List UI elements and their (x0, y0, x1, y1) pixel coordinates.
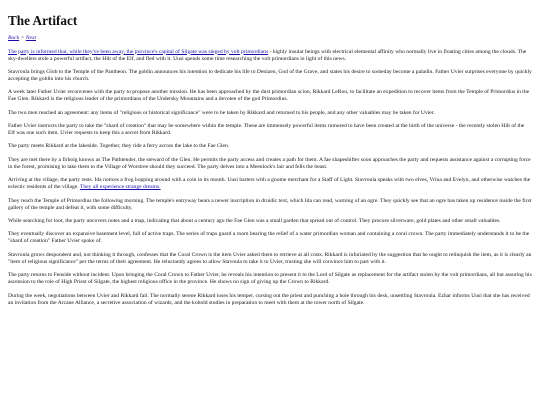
paragraph-text: Arriving at the village, the party rests. Ida notices a frog hopping around with a coin in its mouth. Uusi barters with a gnome merchant for a Staff of Light. Stavroula speaks with two elves, Vrina and Evelyn, and otherwise watches the eclectic residents of the village. (8, 177, 531, 191)
paragraph-7: They are met there by a firbolg known as The Pathtender, the steward of the Glen. He permits the party access and creates a path for them. A fae shapeshifter soon approaches the party and requests assistance against a corrupting force in the forest, promising to take them to the Village of Worstree should they succeed. The party delves into a Meenlock's lair and fells the beast. (8, 156, 531, 170)
paragraph-6: The party meets Rikkard at the lakeside. Together, they ride a ferry across the lake to the Fae Glen. (8, 143, 230, 150)
breadcrumb-separator: > (20, 34, 25, 41)
paragraph-2: Stavroula brings Glob to the Temple of the Pantheon. The goblin announces his intention to dedicate his life to Denizen, God of the Grave, and states his desire to someday become a paladin. Father Uvier surprises everyone by quickly accepting the goblin into his church. (8, 68, 532, 82)
paragraph-text: - highly insular beings with electrical elemental affinity who normally live in floating cities among the clouds. The sky-dwellers stole a powerful artifact, the Hilt of the Elf, and fled with it. Uusi spends some time researching the volt primordians in light of this news. (8, 48, 527, 62)
paragraph-3: A week later Father Uvier reconvenes with the party to propose another mission. He has been approached by the dust primordian scion, Rikkard LeRou, to facilitate an expedition to recover items from the Temple of Primordius in the Fae Glen. Rikkard is the religious leader of the primordians of the Undersky Mountains and a devotee of the god Primordius. (8, 89, 530, 103)
page-title: The Artifact (8, 13, 78, 28)
paragraph-10: While searching for loot, the party uncovers notes and a map, indicating that about a century ago the Fae Glen was a small garden that spread out of control. They procure silverware, gold plates and other small valuables. (8, 217, 501, 224)
paragraph-13: The party returns to Fenside without incident. Upon bringing the Coral Crown to Father Uvier, he reveals his intention to present it to the Lord of Silgate as replacement for the artifact stolen by the volt primordians, all but assuring his ascension to the role of High Priest of Silgate, the highest religious office in the province. He shows no sign of giving up the Crown to Rikkard. (8, 272, 532, 286)
paragraph-9: They reach the Temple of Primordius the following morning. The temple's entryway bears a newer inscription in druidic text, which Ida can read, warning of an ogre. They quickly see that an ogre has taken up residence inside the first gallery of the temple and defeat it, with some difficulty. (8, 197, 532, 211)
back-link[interactable]: Back (8, 34, 20, 41)
paragraph-1 (8, 49, 532, 63)
paragraph-12: Stavroula grows despondent and, not thinking it through, confesses that the Coral Crown is the item Uvier asked them to retrieve at all costs. Rikkard is infuriated by the suggestion that he ought to relinquish the item, as it is clearly an "item of religious significance" per the terms of their agreement. He reluctantly agrees to allow Stavoula to take it to Uvier, trusting she will convince him to part with it. (8, 251, 532, 265)
paragraph-5: Father Uvier instructs the party to take the "shard of creation" that may be somewhere within the temple. These are immensely powerful items rumored to have been created at the birth of the universe - the recently stolen Hilt of the Elf was one such item. Uvier requests to keep this a secret from Rikkard. (8, 123, 525, 137)
strange-dreams-link[interactable]: They all experience strange dreams. (79, 184, 161, 191)
volt-primordians-link[interactable]: The party is informed that, while they've been away, the province's capital of Silgate was sieged by volt primordians (8, 48, 269, 55)
paragraph-14: During the week, negotiations between Uvier and Rikkard fail. The normally serene Rikkard loses his temper, cursing out the priest and punching a hole through his desk, unsettling Stavroula. Ezhar informs Uusi that she has received an invitation from the Arcane Alliance, a secretive association of wizards, and the kobold studies in preparation to meet with them at the tower north of Silgate. (8, 292, 530, 306)
next-link[interactable]: Next (25, 34, 37, 41)
paragraph-11: They eventually discover an expansive basement level, full of active traps. The series of traps guard a room bearing the relief of a water primordian woman and containing a coral crown. The party immediately understands it to be the "shard of creation" Father Uvier spoke of. (8, 231, 530, 245)
paragraph-8 (8, 177, 532, 191)
article-body (8, 49, 532, 307)
breadcrumb (8, 35, 532, 42)
paragraph-4: The two men reached an agreement: any items of "religious or historical significance" were to be taken by Rikkard and returned to his people, and any other valuables may be taken for Uvier. (8, 109, 435, 116)
